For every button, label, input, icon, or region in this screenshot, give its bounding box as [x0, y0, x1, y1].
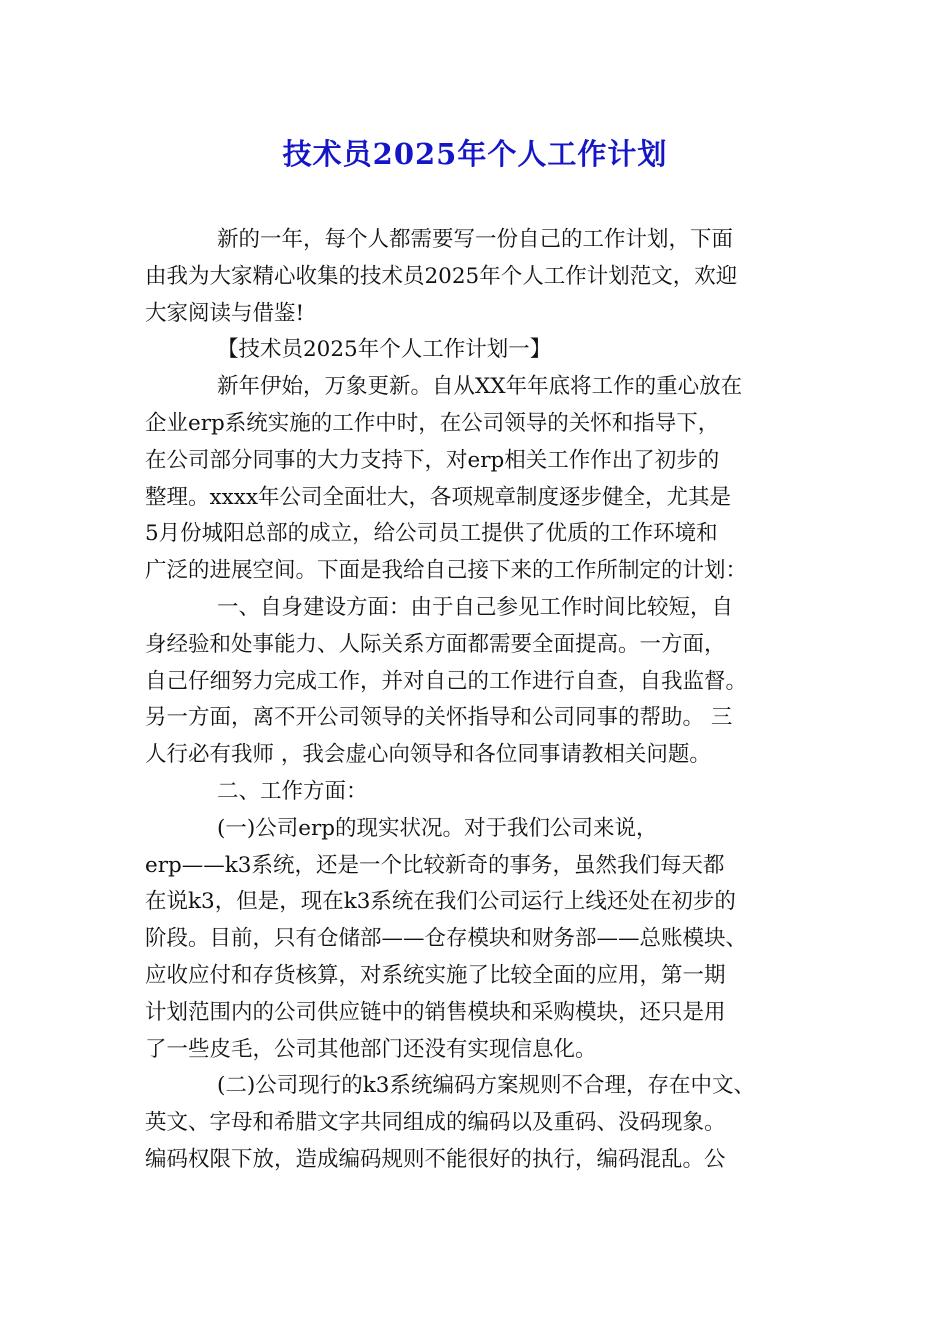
paragraph-line: 人行必有我师 ，我会虚心向领导和各位同事请教相关问题。 [145, 742, 711, 768]
document-title: 技术员2025年个人工作计划 [282, 137, 668, 171]
paragraph-line: 身经验和处事能力、人际关系方面都需要全面提高。一方面， [145, 631, 726, 657]
paragraph-line: (一)公司erp的现实状况。对于我们公司来说， [217, 815, 658, 841]
paragraph-line: 编码权限下放，造成编码规则不能很好的执行，编码混乱。公 [145, 1146, 726, 1172]
paragraph-line: 5月份城阳总部的成立，给公司员工提供了优质的工作环境和 [145, 521, 718, 547]
paragraph-line: 由我为大家精心收集的技术员2025年个人工作计划范文，欢迎 [145, 263, 738, 289]
paragraph-line: 在公司部分同事的大力支持下，对erp相关工作作出了初步的 [145, 447, 720, 473]
paragraph-line: 新的一年，每个人都需要写一份自己的工作计划，下面 [217, 227, 734, 252]
paragraph-line: 一、自身建设方面：由于自己参见工作时间比较短，自 [217, 594, 734, 620]
paragraph-line: 计划范围内的公司供应链中的销售模块和采购模块，还只是用 [145, 999, 726, 1025]
paragraph-line: 大家阅读与借鉴! [145, 300, 305, 326]
paragraph-line: 英文、字母和希腊文字共同组成的编码以及重码、没码现象。 [145, 1110, 726, 1136]
paragraph-line: 自己仔细努力完成工作，并对自己的工作进行自查，自我监督。 [145, 668, 748, 694]
paragraph-line: (二)公司现行的k3系统编码方案规则不合理，存在中文、 [217, 1073, 755, 1099]
paragraph-line: 新年伊始，万象更新。自从XX年年底将工作的重心放在 [217, 374, 743, 400]
paragraph-line: 在说k3，但是，现在k3系统在我们公司运行上线还处在初步的 [145, 889, 736, 915]
paragraph-line: 另一方面，离不开公司领导的关怀指导和公司同事的帮助。 三 [145, 705, 733, 731]
paragraph-line: erp——k3系统，还是一个比较新奇的事务，虽然我们每天都 [145, 852, 725, 878]
document-body [145, 222, 825, 1179]
paragraph-line: 了一些皮毛，公司其他部门还没有实现信息化。 [145, 1036, 597, 1062]
paragraph-line: 广泛的进展空间。下面是我给自己接下来的工作所制定的计划： [145, 558, 748, 584]
paragraph-line: 整理。xxxx年公司全面壮大，各项规章制度逐步健全，尤其是 [145, 484, 732, 510]
section-heading: 【技术员2025年个人工作计划一】 [217, 337, 552, 363]
paragraph-line: 阶段。目前，只有仓储部——仓存模块和财务部——总账模块、 [145, 926, 748, 952]
section-heading: 二、工作方面： [217, 778, 368, 804]
paragraph-line: 企业erp系统实施的工作中时，在公司领导的关怀和指导下， [145, 410, 720, 436]
paragraph-line: 应收应付和存货核算，对系统实施了比较全面的应用，第一期 [145, 962, 726, 988]
